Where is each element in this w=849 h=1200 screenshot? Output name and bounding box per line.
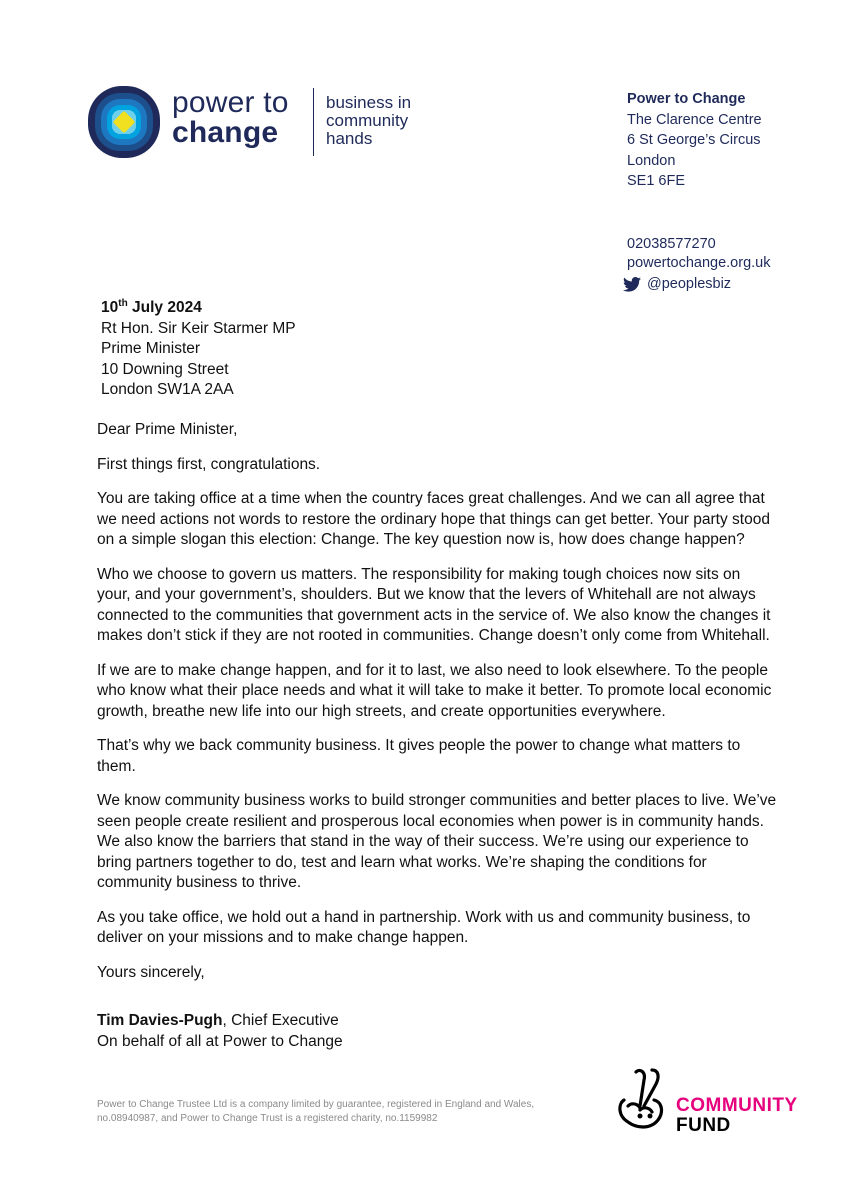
power-to-change-logo-icon: [88, 86, 160, 158]
recipient-line: 10 Downing Street: [101, 360, 229, 378]
phone-number[interactable]: 02038577270: [627, 236, 716, 252]
paragraph: As you take office, we hold out a hand in partnership. Work with us and community business, to deliver on your missions and to make change happen.: [97, 908, 751, 946]
closing: Yours sincerely,: [97, 963, 205, 981]
signer-title: , Chief Executive: [222, 1012, 339, 1029]
recipient-line: Prime Minister: [101, 340, 201, 357]
logo-tagline: [326, 94, 411, 148]
tagline-line: community: [326, 111, 409, 130]
logo-word-line2: change: [172, 116, 279, 149]
paragraph: You are taking office at a time when the country faces great challenges. And we can all agree that we need actions not words to restore the ordinary hope that things can get better. Your party stood on a simple slogan this election: Change. The key question now is, how does change happen?: [97, 490, 770, 548]
address-line: London: [627, 152, 676, 169]
sender-address: [627, 89, 762, 192]
twitter-handle[interactable]: @peoplesbiz: [647, 276, 732, 292]
recipient-line: Rt Hon. Sir Keir Starmer MP: [101, 319, 296, 337]
paragraph: If we are to make change happen, and for it to last, we also need to look elsewhere. To the people who know what their place needs and what it will take to make it better. To promote local economic growth, breathe new life into our high streets, and create opportunities everywhere.: [97, 661, 772, 720]
letter-body: [97, 420, 777, 997]
tagline-line: hands: [326, 129, 373, 148]
tagline-line: business in: [326, 93, 412, 112]
date-day: 10: [101, 299, 119, 316]
signer-line: [97, 1011, 343, 1032]
paragraph: That’s why we back community business. It gives people the power to change what matters to them.: [97, 737, 741, 775]
signer-name: Tim Davies-Pugh: [97, 1012, 223, 1029]
website-link[interactable]: powertochange.org.uk: [627, 254, 771, 271]
footer-line: no.08940987, and Power to Change Trust is a registered charity, no.1159982: [97, 1113, 438, 1124]
signature-block: [97, 1011, 343, 1052]
footer-line: Power to Change Trustee Ltd is a company limited by guarantee, registered in England and Wales,: [97, 1099, 535, 1110]
crossed-fingers-icon: [614, 1066, 676, 1138]
twitter-bird-icon: [623, 277, 641, 292]
footer-legal: [97, 1098, 534, 1126]
sender-org: Power to Change: [627, 91, 746, 107]
date-rest: July 2024: [127, 299, 202, 316]
recipient-line: London SW1A 2AA: [101, 381, 234, 398]
logo-wordmark: [172, 88, 289, 148]
recipient-block: [101, 298, 296, 401]
community-fund-word2: FUND: [676, 1115, 731, 1136]
address-line: The Clarence Centre: [627, 111, 762, 128]
date-suffix: th: [118, 298, 128, 309]
paragraph: We know community business works to build stronger communities and better places to live. We’ve seen people create resilient and prosperous local economies when power is in community hands. We also know the barriers that stand in the way of their success. We’re using our experience to bring partners together to do, test and learn what works. We’re shaping the conditions for community business to thrive.: [97, 792, 777, 891]
community-fund-word1: COMMUNITY: [676, 1095, 798, 1116]
letter-date: [101, 298, 296, 319]
logo-divider: [313, 88, 314, 156]
signer-behalf: On behalf of all at Power to Change: [97, 1032, 343, 1050]
paragraph: Who we choose to govern us matters. The responsibility for making tough choices now sits on your, and your government’s, shoulders. But we know that the levers of Whitehall are not always connected to the communities that government acts in the service of. We also know the changes it makes don’t stick if they are not rooted in communities. Change doesn’t only come from Whitehall.: [97, 565, 771, 644]
sender-contact: [627, 235, 771, 272]
logo-word-line1: power to: [172, 86, 289, 119]
address-line: SE1 6FE: [627, 173, 686, 189]
community-fund-logo: [676, 1096, 798, 1136]
salutation: Dear Prime Minister,: [97, 421, 238, 438]
twitter-contact[interactable]: [623, 276, 731, 292]
address-line: 6 St George’s Circus: [627, 132, 761, 148]
paragraph: First things first, congratulations.: [97, 455, 321, 473]
